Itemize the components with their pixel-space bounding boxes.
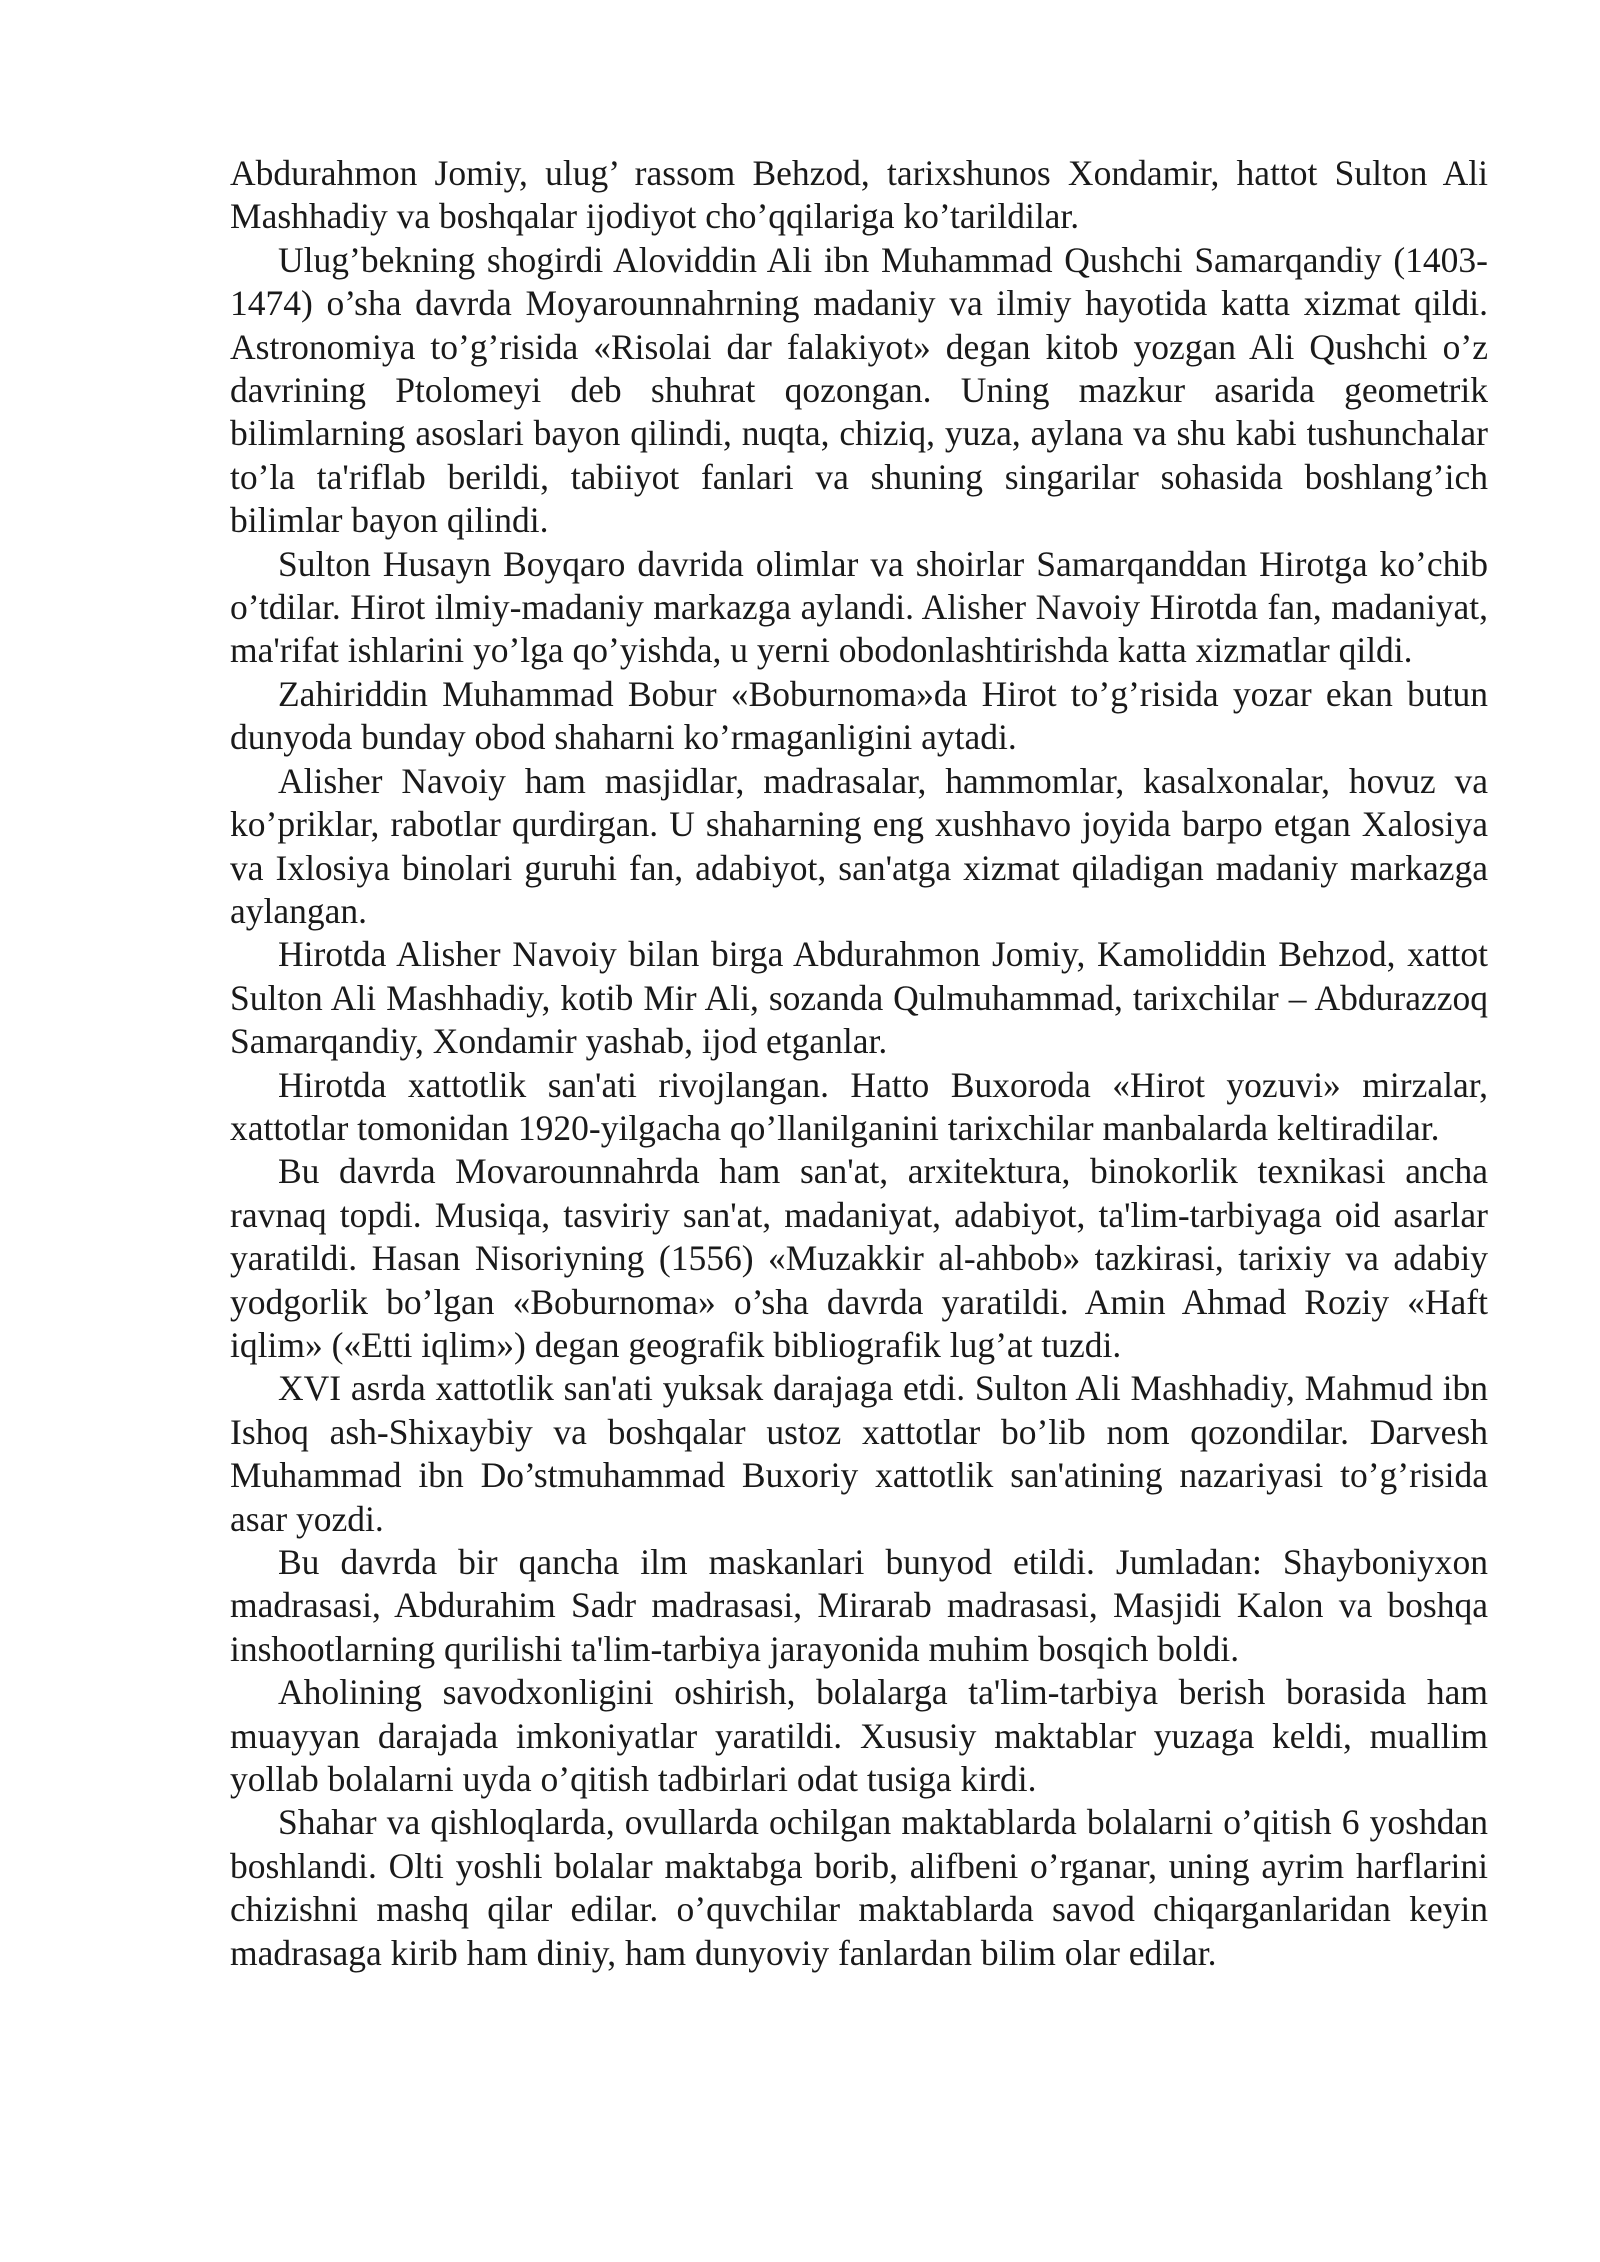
paragraph: Alisher Navoiy ham masjidlar, madrasalar, hammomlar, kasalxonalar, hovuz va ko’priklar, rabotlar qurdirgan. U shaharning eng xushhavo joyida barpo etgan Xalosiya va Ixlosiya binolari guruhi fan, adabiyot, san'atga xizmat qiladigan madaniy markazga aylangan. bbox=[230, 760, 1488, 931]
paragraph: Bu davrda bir qancha ilm maskanlari bunyod etildi. Jumladan: Shayboniyxon madrasasi, Abdurahim Sadr madrasasi, Mirarab madrasasi, Masjidi Kalon va boshqa inshootlarning qurilishi ta'lim-tarbiya jarayonida muhim bosqich boldi. bbox=[230, 1542, 1488, 1669]
document-page bbox=[230, 152, 1488, 1975]
paragraph: Hirotda xattotlik san'ati rivojlangan. Hatto Buxoroda «Hirot yozuvi» mirzalar, xattotlar tomonidan 1920-yilgacha qo’llanilganini tarixchilar manbalarda keltiradilar. bbox=[230, 1064, 1488, 1148]
paragraph: Aholining savodxonligini oshirish, bolalarga ta'lim-tarbiya berish borasida ham muayyan darajada imkoniyatlar yaratildi. Xususiy maktablar yuzaga keldi, muallim yollab bolalarni uyda o’qitish tadbirlari odat tusiga kirdi. bbox=[230, 1672, 1488, 1800]
paragraph: Bu davrda Movarounnahrda ham san'at, arxitektura, binokorlik texnikasi ancha ravnaq topdi. Musiqa, tasviriy san'at, madaniyat, adabiyot, ta'lim-tarbiyaga oid asarlar yaratildi. Hasan Nisoriyning (1556) «Muzakkir al-ahbob» tazkirasi, tarixiy va adabiy yodgorlik bo’lgan «Boburnoma» o’sha davrda yaratildi. Amin Ahmad Roziy «Haft iqlim» («Etti iqlim») degan geografik bibliografik lug’at tuzdi. bbox=[230, 1151, 1488, 1365]
paragraph: Hirotda Alisher Navoiy bilan birga Abdurahmon Jomiy, Kamoliddin Behzod, xattot Sulton Ali Mashhadiy, kotib Mir Ali, sozanda Qulmuhammad, tarixchilar – Abdurazzoq Samarqandiy, Xondamir yashab, ijod etganlar. bbox=[230, 934, 1488, 1062]
paragraph: Shahar va qishloqlarda, ovullarda ochilgan maktablarda bolalarni o’qitish 6 yoshdan boshlandi. Olti yoshli bolalar maktabga borib, alifbeni o’rganar, uning ayrim harflarini chizishni mashq qilar edilar. o’quvchilar maktablarda savod chiqarganlaridan keyin madrasaga kirib ham diniy, ham dunyoviy fanlardan bilim olar edilar. bbox=[230, 1802, 1488, 1973]
paragraph: Abdurahmon Jomiy, ulug’ rassom Behzod, tarixshunos Xondamir, hattot Sulton Ali Mashhadiy va boshqalar ijodiyot cho’qqilariga ko’tarildilar. bbox=[230, 153, 1488, 237]
paragraph: Sulton Husayn Boyqaro davrida olimlar va shoirlar Samarqanddan Hirotga ko’chib o’tdilar. Hirot ilmiy-madaniy markazga aylandi. Alisher Navoiy Hirotda fan, madaniyat, ma'rifat ishlarini yo’lga qo’yishda, u yerni obodonlashtirishda katta xizmatlar qildi. bbox=[230, 543, 1488, 671]
paragraph: Zahiriddin Muhammad Bobur «Boburnoma»da Hirot to’g’risida yozar ekan butun dunyoda bunday obod shaharni ko’rmaganligini aytadi. bbox=[230, 673, 1488, 758]
paragraph: XVI asrda xattotlik san'ati yuksak darajaga etdi. Sulton Ali Mashhadiy, Mahmud ibn Ishoq ash-Shixaybiy va boshqalar ustoz xattotlar bo’lib nom qozondilar. Darvesh Muhammad ibn Do’stmuhammad Buxoriy xattotlik san'atining nazariyasi to’g’risida asar yozdi. bbox=[230, 1368, 1488, 1539]
paragraph: Ulug’bekning shogirdi Aloviddin Ali ibn Muhammad Qushchi Samarqandiy (1403-1474) o’sha davrda Moyarounnahrning madaniy va ilmiy hayotida katta xizmat qildi. Astronomiya to’g’risida «Risolai dar falakiyot» degan kitob yozgan Ali Qushchi o’z davrining Ptolomeyi deb shuhrat qozongan. Uning mazkur asarida geometrik bilimlarning asoslari bayon qilindi, nuqta, chiziq, yuza, aylana va shu kabi tushunchalar to’la ta'riflab berildi, tabiiyot fanlari va shuning singarilar sohasida boshlang’ich bilimlar bayon qilindi. bbox=[230, 239, 1488, 541]
